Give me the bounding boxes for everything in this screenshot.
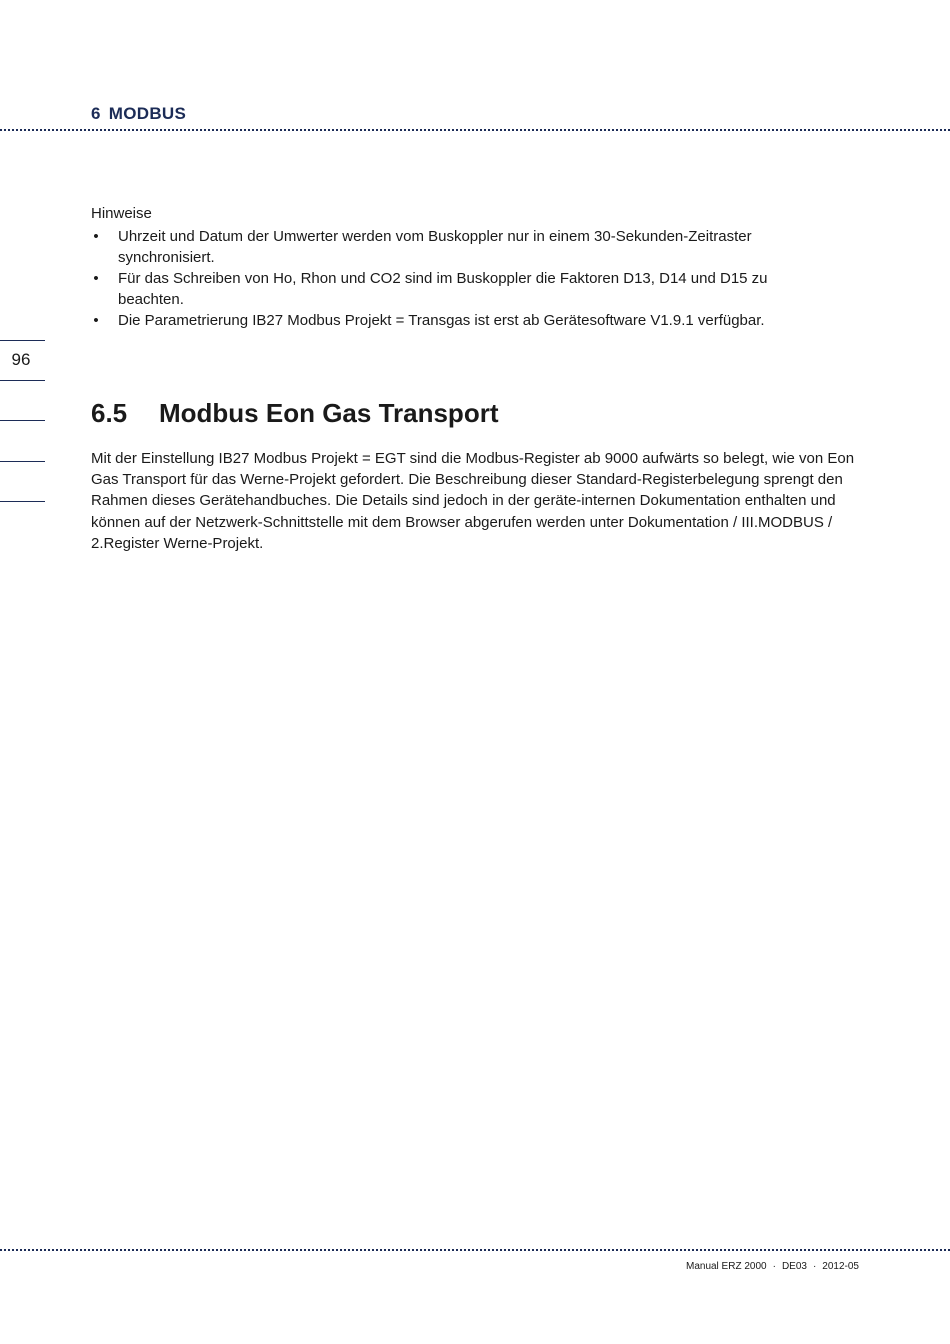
chapter-header: [91, 104, 186, 124]
bullet-icon: •: [93, 270, 99, 287]
footer-divider: [0, 1249, 950, 1251]
margin-tab-line: [0, 501, 45, 502]
footer-separator: ·: [772, 1261, 776, 1272]
section-number: 6.5: [91, 398, 128, 428]
section-title: Modbus Eon Gas Transport: [159, 398, 499, 428]
notes-list: [91, 226, 831, 331]
margin-tab-line: [0, 380, 45, 381]
page-number: 96: [11, 350, 31, 369]
chapter-title: MODBUS: [108, 104, 187, 123]
note-text: Für das Schreiben von Ho, Rhon und CO2 sind im Buskoppler die Faktoren D13, D14 und D15 zu beachten.: [118, 270, 768, 308]
bullet-icon: •: [93, 228, 99, 245]
margin-tab-line: [0, 461, 45, 462]
note-text: Uhrzeit und Datum der Umwerter werden vom Buskoppler nur in einem 30-Sekunden-Zeitraster synchronisiert.: [118, 228, 752, 266]
footer-separator: ·: [812, 1261, 817, 1272]
section-heading: [91, 398, 498, 429]
header-divider: [0, 129, 950, 131]
list-item: [91, 226, 831, 268]
bullet-icon: •: [93, 312, 99, 329]
note-text: Die Parametrierung IB27 Modbus Projekt = Transgas ist erst ab Gerätesoftware V1.9.1 verfügbar.: [118, 312, 765, 329]
margin-tab-line: [0, 340, 45, 341]
list-item: [91, 310, 831, 331]
margin-tab-line: [0, 420, 45, 421]
footer-doc-code: DE03: [781, 1261, 807, 1272]
list-item: [91, 268, 831, 310]
notes-heading: Hinweise: [91, 205, 152, 222]
chapter-number: 6: [91, 104, 101, 123]
footer-date: 2012-05: [822, 1261, 859, 1272]
footer: [686, 1261, 859, 1272]
footer-manual: Manual ERZ 2000: [685, 1261, 767, 1272]
section-body: Mit der Einstellung IB27 Modbus Projekt = EGT sind die Modbus-Register ab 9000 aufwärts so belegt, wie von Eon Gas Transport für das Werne-Projekt gefordert. Die Beschreibung dieser Standard-Registerbelegung sprengt den Rahmen dieses Gerätehandbuches. Die Details sind jedoch in der geräte-internen Dokumentation enthalten und können auf der Netzwerk-Schnittstelle mit dem Browser abgerufen werden unter Dokumentation / III.MODBUS / 2.Register Werne-Projekt.: [91, 450, 855, 552]
